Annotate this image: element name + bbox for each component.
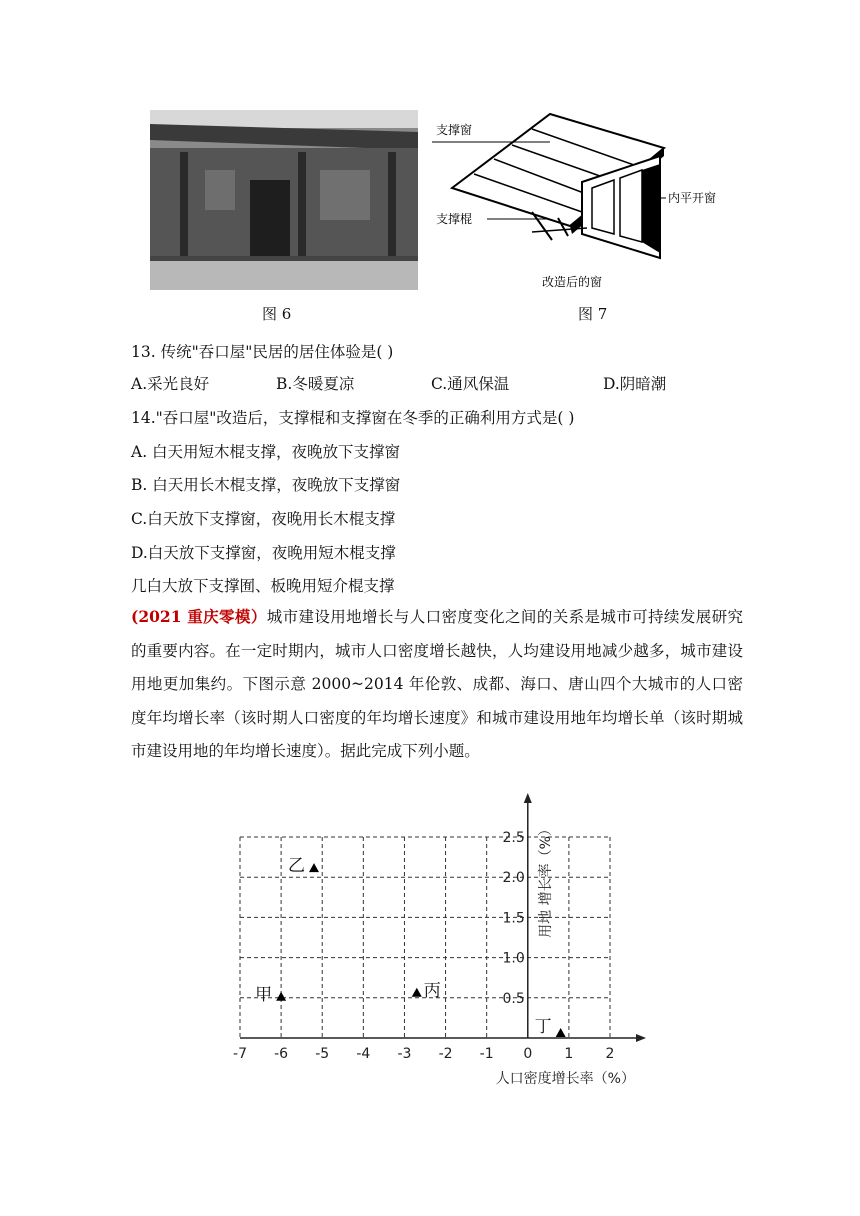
passage-text: 城市建设用地增长与人口密度变化之间的关系是城市可持续发展研究的重要内容。在一定时期内，城市人口密度增长越快，人均建设用地减少越多，城市建设用地更加集约。下图示意 2000~2014 年伦敦、成都、海口、唐山四个大城市的人口密度年均增长率（该时期人口密度的年均增长速度》和城市建设用地年均增长单（该时期城市建设用地的年均增长速度）。据此完成下列小题。 xyxy=(131,608,743,761)
q13-options xyxy=(131,372,666,394)
q13-option-a: A.采光良好 xyxy=(131,375,210,393)
y-tick-label: 2.0 xyxy=(502,870,525,887)
x-tick-label: -4 xyxy=(356,1046,371,1062)
passage-source: (2021 重庆零模） xyxy=(131,607,267,626)
q14-option-extra: 几白大放下支撑囿、板晚用短介棍支撑 xyxy=(131,577,395,595)
data-point-label: 丁 xyxy=(534,1016,552,1037)
y-tick-label: 1.0 xyxy=(502,950,525,967)
scatter-chart xyxy=(220,785,660,1095)
y-tick-label: 1.5 xyxy=(502,910,525,927)
figure-6-caption: 图 6 xyxy=(262,305,292,323)
figure-7-drawing xyxy=(432,108,722,298)
x-tick-label: -5 xyxy=(315,1046,330,1062)
x-tick-label: -2 xyxy=(438,1046,453,1062)
label-modified-window: 改造后的窗 xyxy=(542,275,603,289)
q13-option-b: B.冬暖夏凉 xyxy=(276,375,355,393)
y-axis-arrow xyxy=(524,793,532,803)
x-axis-arrow xyxy=(636,1034,646,1042)
q13-option-d: D.阴暗潮 xyxy=(603,375,667,393)
data-point-marker xyxy=(556,1028,566,1037)
data-point-marker xyxy=(276,992,286,1001)
label-support-window: 支撑窗 xyxy=(436,123,473,137)
x-tick-label: -7 xyxy=(233,1046,247,1062)
q14-option-d: D.白天放下支撑窗，夜晚用短木棍支撑 xyxy=(131,544,396,562)
passage xyxy=(131,600,743,769)
data-point-label: 乙 xyxy=(288,856,305,877)
data-point-label: 甲 xyxy=(255,984,273,1005)
figure-7-caption: 图 7 xyxy=(578,305,608,323)
q14-option-b: B. 白天用长木棍支撑，夜晚放下支撑窗 xyxy=(131,476,401,494)
label-inner-window: 内平开窗 xyxy=(668,191,717,205)
q13-stem: 13. 传统"吞口屋"民居的居住体验是( ) xyxy=(131,343,394,361)
x-axis-label: 人口密度增长率（%） xyxy=(495,1071,635,1087)
figure-6-photo xyxy=(150,110,418,290)
y-tick-label: 2.5 xyxy=(502,830,525,846)
q13-option-c: C.通风保温 xyxy=(431,375,510,393)
x-tick-label: -3 xyxy=(397,1046,412,1062)
y-axis-label: 用地 增长率（%） xyxy=(537,822,554,938)
x-tick-label: 0 xyxy=(523,1046,533,1062)
data-point-label: 丙 xyxy=(423,980,441,1001)
x-tick-label: 1 xyxy=(564,1046,574,1062)
label-support-stick: 支撑棍 xyxy=(436,212,473,226)
x-tick-label: -6 xyxy=(274,1046,289,1062)
data-point-marker xyxy=(309,863,319,872)
data-point-marker xyxy=(412,988,422,997)
x-tick-label: 2 xyxy=(605,1046,615,1062)
q14-option-a: A. 白天用短木棍支撑，夜晚放下支撑窗 xyxy=(131,443,401,461)
y-tick-label: 0.5 xyxy=(502,990,525,1007)
q14-option-c: C.白天放下支撑窗，夜晚用长木棍支撑 xyxy=(131,510,396,528)
x-tick-label: -1 xyxy=(479,1046,494,1062)
q14-stem: 14."吞口屋"改造后，支撑棍和支撑窗在冬季的正确利用方式是( ) xyxy=(131,409,575,427)
